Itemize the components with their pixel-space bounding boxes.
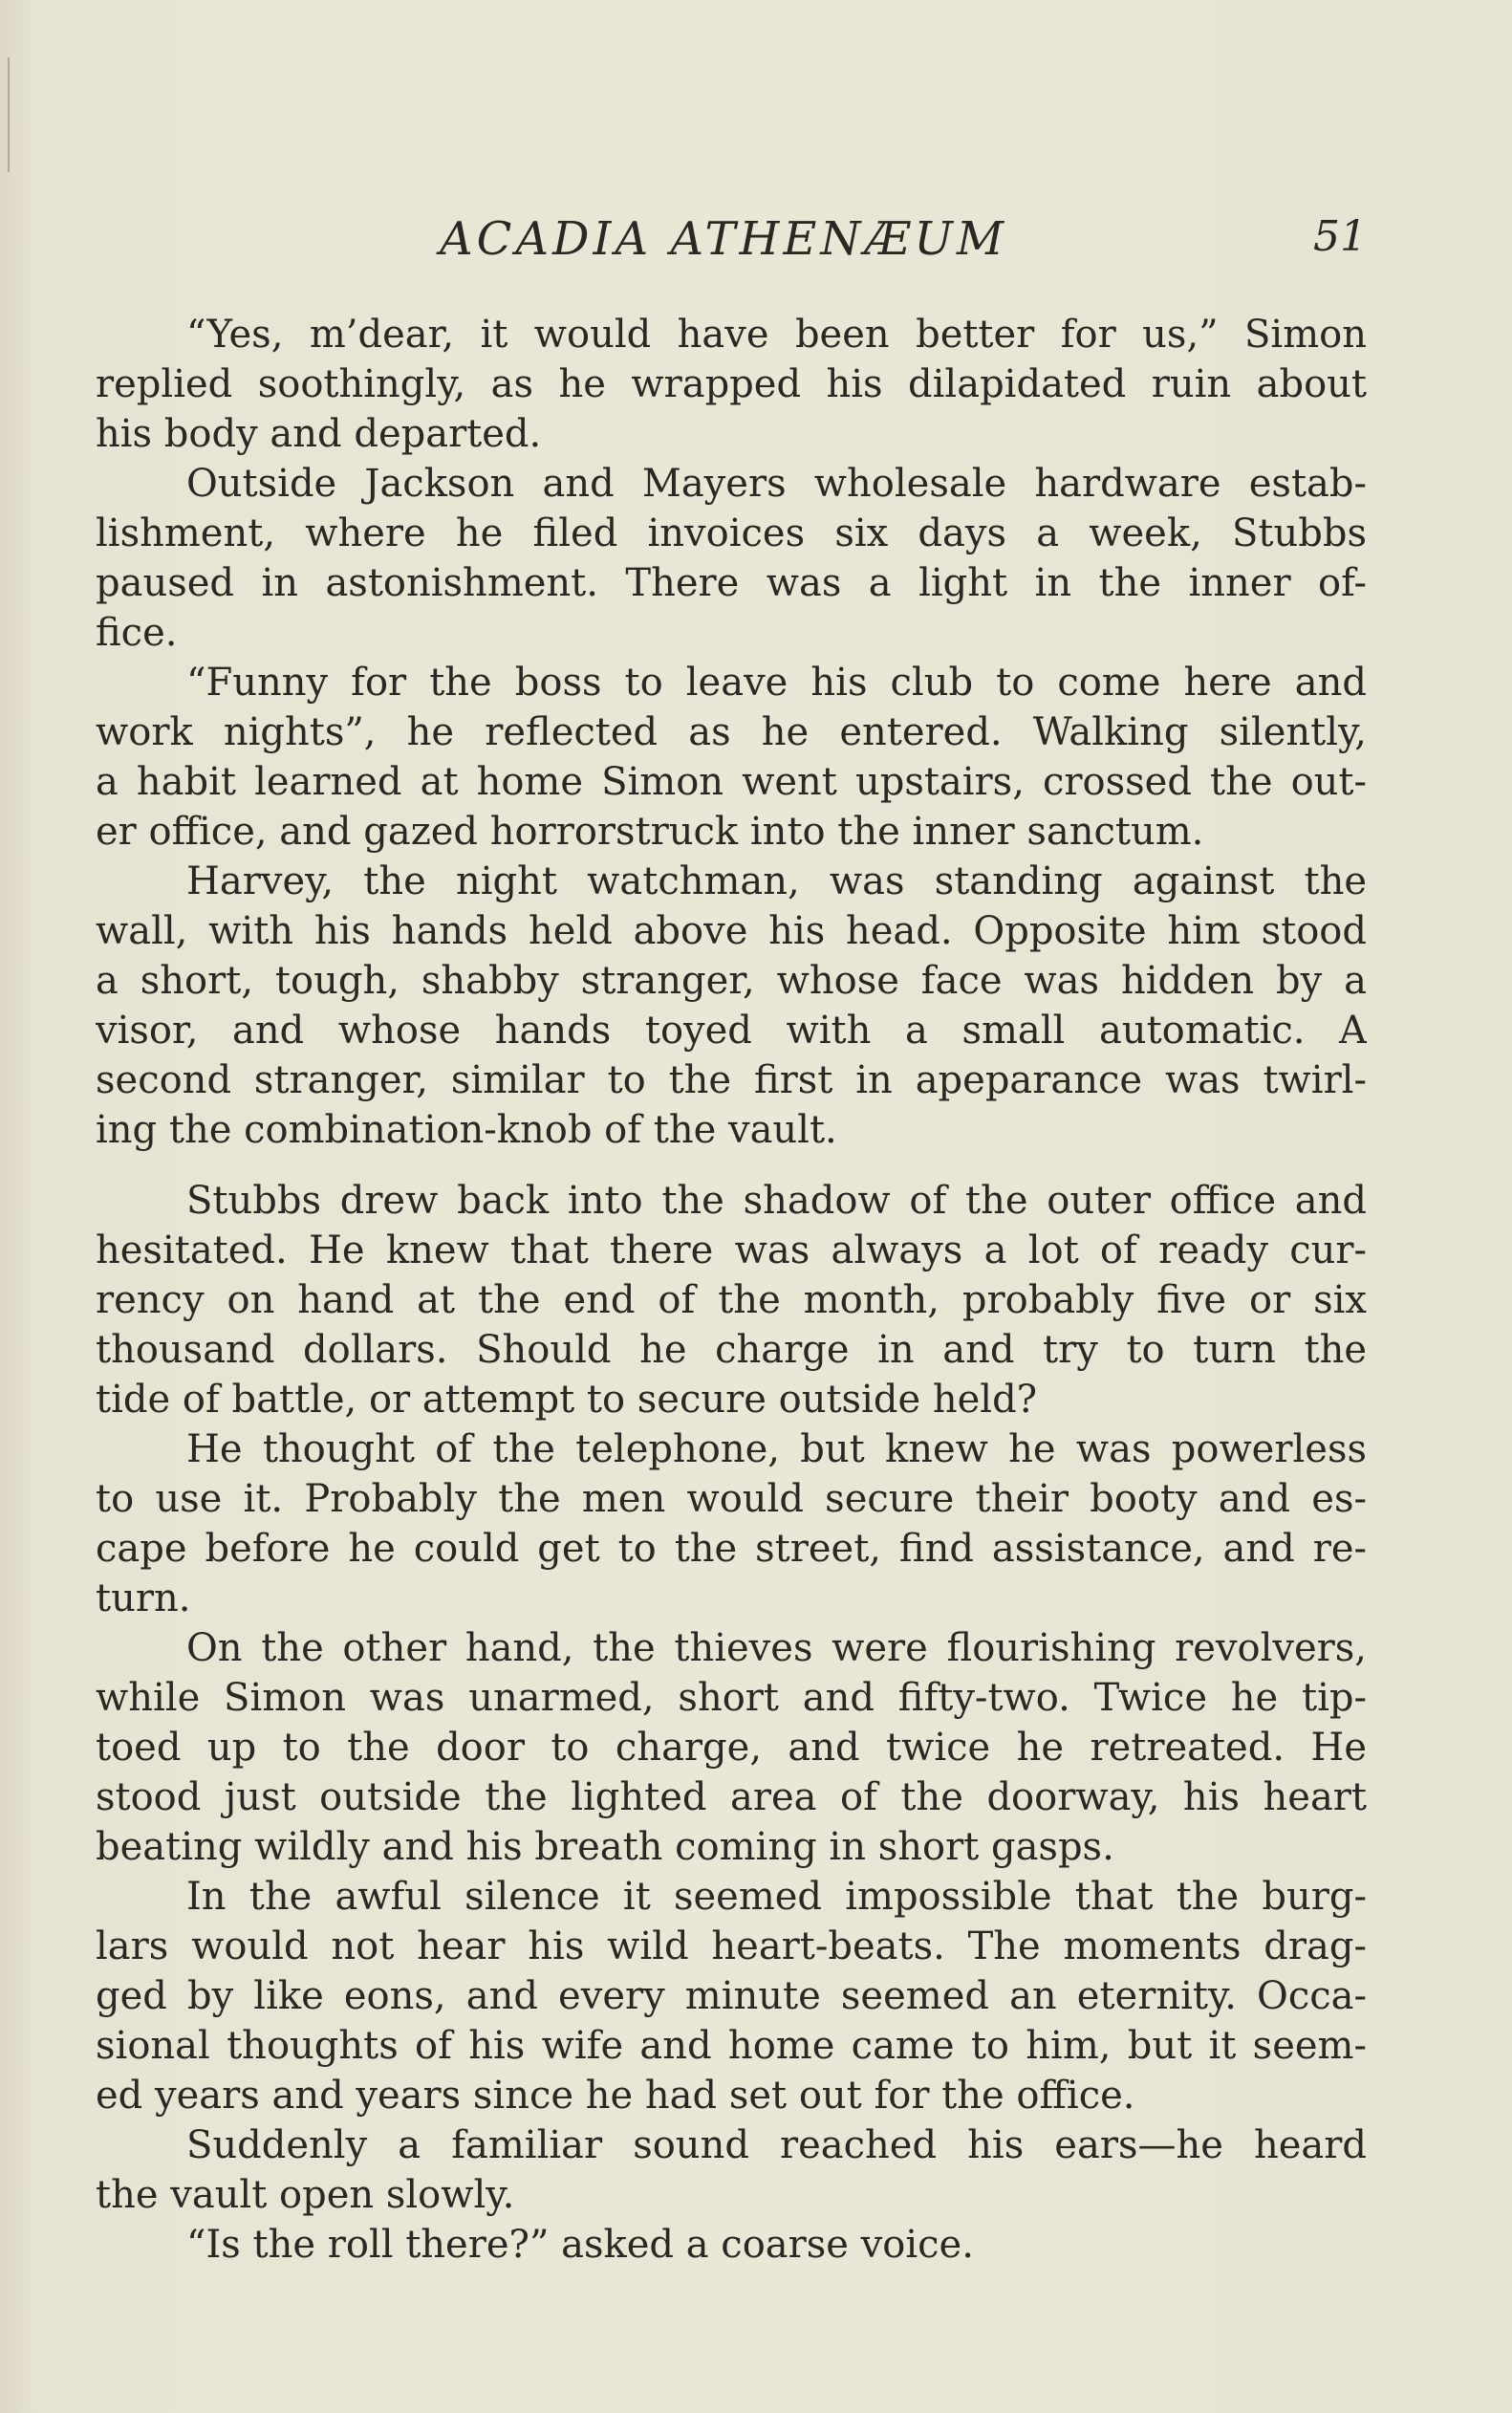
text-line: stood just outside the lighted area of the doorway, his heart bbox=[96, 1775, 1367, 1819]
text-line: sional thoughts of his wife and home came to him, but it seem- bbox=[96, 2024, 1367, 2068]
text-line: while Simon was unarmed, short and fifty-two. Twice he tip- bbox=[96, 1676, 1367, 1720]
text-line: Stubbs drew back into the shadow of the outer office and bbox=[186, 1179, 1367, 1223]
text-line: lishment, where he filed invoices six days a week, Stubbs bbox=[96, 511, 1367, 555]
text-line: a habit learned at home Simon went upstairs, crossed the out- bbox=[96, 760, 1367, 804]
text-line: toed up to the door to charge, and twice he retreated. He bbox=[96, 1726, 1367, 1770]
text-line: “Funny for the boss to leave his club to come here and bbox=[186, 661, 1367, 705]
text-line: a short, tough, shabby stranger, whose face was hidden by a bbox=[96, 959, 1367, 1003]
text-line: He thought of the telephone, but knew he was powerless bbox=[186, 1427, 1367, 1471]
text-line: “Is the roll there?” asked a coarse voice. bbox=[186, 2223, 974, 2267]
text-line: wall, with his hands held above his head. Opposite him stood bbox=[96, 909, 1367, 953]
section-gap bbox=[96, 1155, 1367, 1176]
text-line: ing the combination-knob of the vault. bbox=[96, 1108, 837, 1152]
text-line: visor, and whose hands toyed with a small automatic. A bbox=[96, 1009, 1367, 1053]
text-line: er office, and gazed horrorstruck into the inner sanctum. bbox=[96, 810, 1204, 854]
text-line: Outside Jackson and Mayers wholesale hardware estab- bbox=[186, 462, 1367, 506]
text-line: ed years and years since he had set out for the office. bbox=[96, 2074, 1135, 2118]
text-line: his body and departed. bbox=[96, 412, 542, 456]
text-line: tide of battle, or attempt to secure outside held? bbox=[96, 1378, 1038, 1422]
text-line: In the awful silence it seemed impossible that the burg- bbox=[186, 1875, 1367, 1919]
text-line: Harvey, the night watchman, was standing against the bbox=[186, 859, 1367, 903]
paragraph bbox=[96, 459, 1367, 658]
text-line: the vault open slowly. bbox=[96, 2173, 515, 2217]
page-number: 51 bbox=[1313, 212, 1367, 261]
text-line: rency on hand at the end of the month, probably five or six bbox=[96, 1278, 1367, 1322]
text-line: lars would not hear his wild heart-beats. The moments drag- bbox=[96, 1924, 1367, 1968]
page-header bbox=[96, 212, 1367, 270]
text-line: thousand dollars. Should he charge in and try to turn the bbox=[96, 1328, 1367, 1372]
binding-edge bbox=[8, 57, 10, 172]
paragraph bbox=[96, 2220, 1367, 2270]
text-line: cape before he could get to the street, find assistance, and re- bbox=[96, 1527, 1367, 1571]
text-line: hesitated. He knew that there was always a lot of ready cur- bbox=[96, 1228, 1367, 1272]
paragraph bbox=[96, 1872, 1367, 2120]
paragraph bbox=[96, 1424, 1367, 1623]
text-line: turn. bbox=[96, 1576, 191, 1620]
text-line: “Yes, m’dear, it would have been better for us,” Simon bbox=[186, 313, 1367, 357]
text-line: beating wildly and his breath coming in short gasps. bbox=[96, 1825, 1114, 1869]
paragraph bbox=[96, 658, 1367, 857]
text-line: to use it. Probably the men would secure their booty and es- bbox=[96, 1477, 1367, 1521]
text-line: On the other hand, the thieves were flourishing revolvers, bbox=[186, 1626, 1367, 1670]
body-text bbox=[96, 310, 1367, 2270]
text-line: second stranger, similar to the first in apeparance was twirl- bbox=[96, 1058, 1367, 1102]
paragraph bbox=[96, 1623, 1367, 1872]
text-line: work nights”, he reflected as he entered. Walking silently, bbox=[96, 710, 1367, 754]
text-line: fice. bbox=[96, 611, 178, 655]
text-line: Suddenly a familiar sound reached his ears—he heard bbox=[186, 2123, 1367, 2167]
text-line: paused in astonishment. There was a light in the inner of- bbox=[96, 561, 1367, 605]
paragraph bbox=[96, 310, 1367, 459]
text-line: ged by like eons, and every minute seemed an eternity. Occa- bbox=[96, 1974, 1367, 2018]
text-line: replied soothingly, as he wrapped his dilapidated ruin about bbox=[96, 362, 1367, 406]
running-title: ACADIA ATHENÆUM bbox=[440, 212, 1008, 266]
paragraph bbox=[96, 857, 1367, 1155]
paragraph bbox=[96, 1176, 1367, 1424]
paragraph bbox=[96, 2120, 1367, 2220]
